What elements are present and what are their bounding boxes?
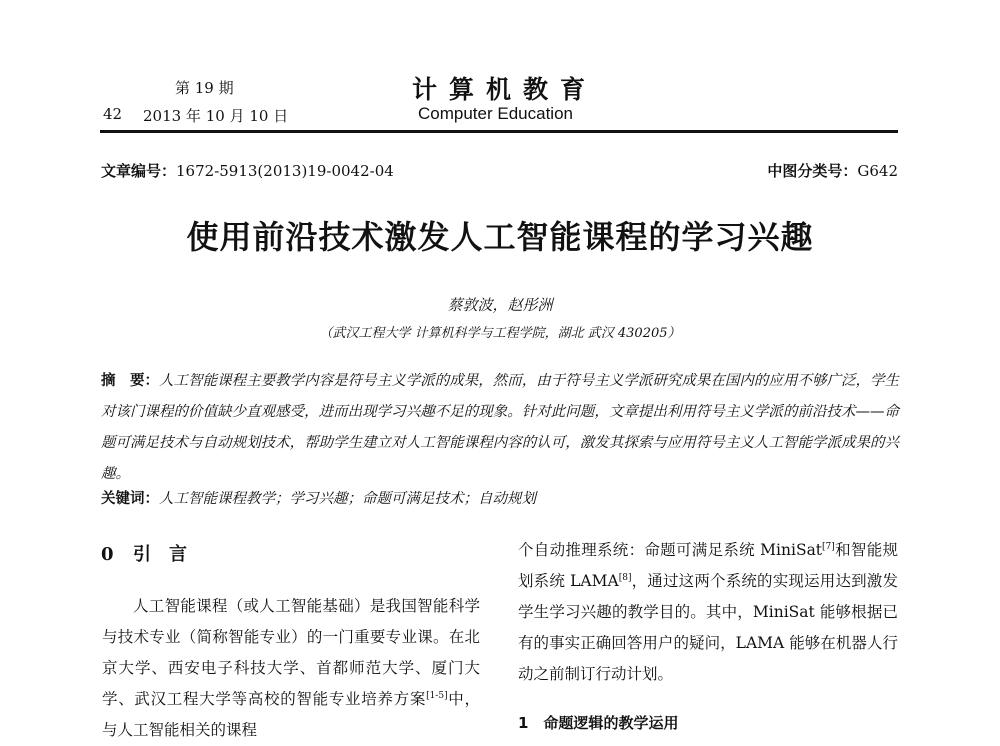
classification-value: G642 <box>857 162 898 180</box>
journal-title-en: Computer Education <box>418 104 573 123</box>
issue-date: 2013 年 10 月 10 日 <box>143 107 289 125</box>
section-title: 引 言 <box>133 544 187 565</box>
citation-ref-7: [7] <box>822 541 835 552</box>
section-heading-introduction <box>101 540 187 566</box>
affiliation: （武汉工程大学 计算机科学与工程学院，湖北 武汉 430205） <box>319 326 681 341</box>
citation-ref-8: [8] <box>618 572 632 583</box>
keywords-text: 人工智能课程教学；学习兴趣；命题可满足技术；自动规划 <box>159 491 536 507</box>
right-column-text <box>518 535 898 690</box>
keywords <box>101 487 899 508</box>
abstract <box>101 366 899 490</box>
intro-paragraph <box>102 591 480 746</box>
intro-paragraph-part-b: 中，与人工智能相关的课程 <box>102 690 480 739</box>
page-number: 42 <box>103 105 123 123</box>
next-section-heading: 1 命题逻辑的教学运用 <box>518 714 679 732</box>
paper-title: 使用前沿技术激发人工智能课程的学习兴趣 <box>186 218 814 256</box>
authors: 蔡敦波，赵彤洲 <box>447 296 553 314</box>
section-number: 0 <box>101 544 114 565</box>
intro-paragraph-part-a: 人工智能课程（或人工智能基础）是我国智能科学与技术专业（简称智能专业）的一门重要专业课。在北京大学、西安电子科技大学、首都师范大学、厦门大学、武汉工程大学等高校的智能专业培养方案 <box>102 597 480 708</box>
issue-label: 第 19 期 <box>175 79 234 97</box>
right-paragraph-part1: 个自动推理系统：命题可满足系统 MiniSat <box>518 541 823 559</box>
classification-number <box>767 160 898 181</box>
article-number <box>101 160 394 181</box>
right-paragraph-part3: ，通过这两个系统的实现运用达到激发学生学习兴趣的教学目的。其中，MiniSat 能够根据已有的事实正确回答用户的疑问，LAMA 能够在机器人行动之前制订行动计划。 <box>518 572 898 683</box>
right-paragraph <box>518 535 898 690</box>
header-rule <box>100 130 898 133</box>
classification-label: 中图分类号： <box>767 162 858 180</box>
abstract-label: 摘 要： <box>101 373 160 389</box>
article-number-label: 文章编号： <box>101 162 177 180</box>
journal-title-cn: 计算机教育 <box>412 75 598 104</box>
abstract-text: 人工智能课程主要教学内容是符号主义学派的成果，然而，由于符号主义学派研究成果在国内的应用不够广泛，学生对该门课程的价值缺少直观感受，进而出现学习兴趣不足的现象。针对此问题，文章提出利用符号主义学派的前沿技术——命题可满足技术与自动规划技术，帮助学生建立对人工智能课程内容的认可，激发其探索与应用符号主义人工智能学派成果的兴趣。 <box>101 373 900 482</box>
citation-ref: [1-5] <box>426 690 448 701</box>
left-column-text <box>102 591 480 746</box>
keywords-label: 关键词： <box>101 491 159 507</box>
article-number-value: 1672-5913(2013)19-0042-04 <box>176 162 394 180</box>
right-paragraph-part2: 和智能规划系统 LAMA <box>518 541 898 590</box>
